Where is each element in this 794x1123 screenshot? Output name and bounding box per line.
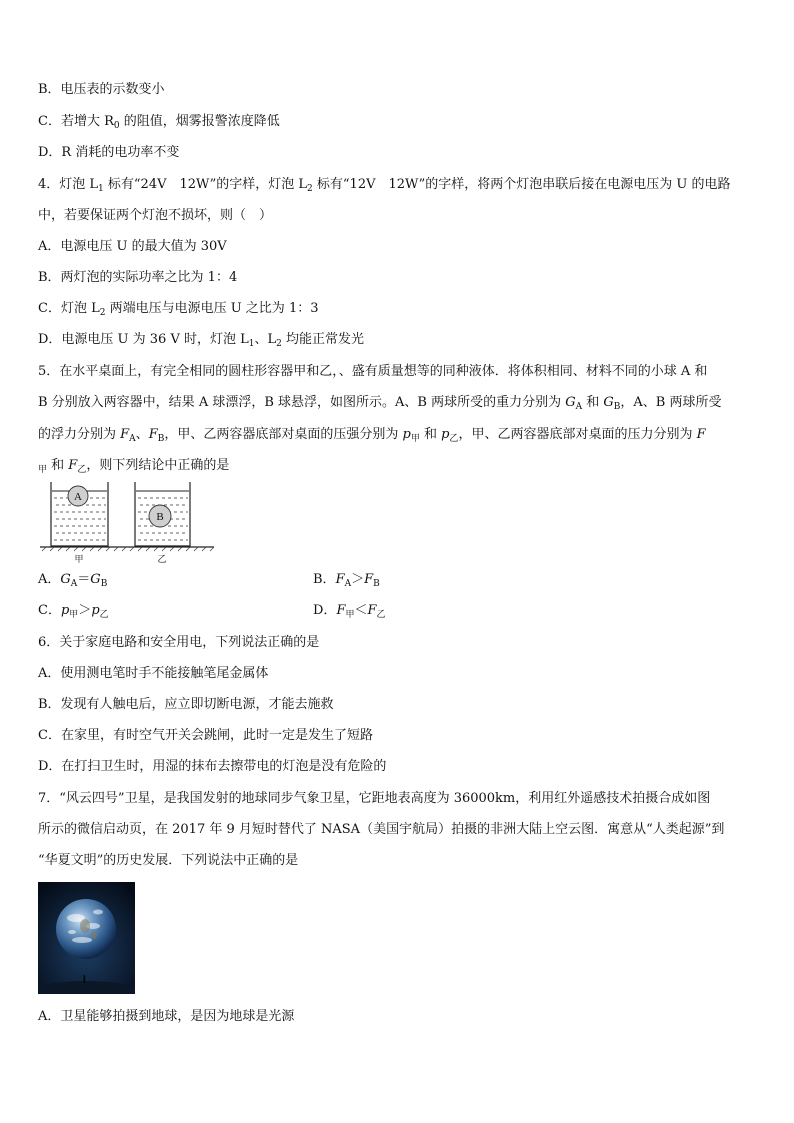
q6-option-b: B．发现有人触电后，应立即切断电源，才能去施救: [38, 697, 334, 712]
label-yi: 乙: [157, 555, 167, 564]
q6-option-c: C．在家里，有时空气开关会跳闸，此时一定是发生了短路: [38, 728, 373, 743]
q6-option-a: A．使用测电笔时手不能接触笔尾金属体: [38, 666, 269, 681]
container-jia: [51, 482, 108, 546]
person-head: [83, 975, 85, 977]
q5-containers-figure: [38, 478, 216, 564]
q6-stem: 6．关于家庭电路和安全用电，下列说法正确的是: [38, 635, 320, 650]
ball-a-label: A: [74, 491, 82, 503]
earth-photo: [38, 882, 135, 994]
q4-stem-line2: 中，若要保证两个灯泡不损坏，则（ ）: [38, 208, 273, 223]
q3-option-d: D．R 消耗的电功率不变: [38, 145, 180, 160]
q5-stem-line1: 5．在水平桌面上，有完全相同的圆柱形容器甲和乙，、盛有质量想等的同种液体．将体积相同、材料不同的小球 A 和: [38, 364, 708, 379]
q5-option-d: D．$F_甲<F_乙$: [313, 603, 386, 620]
q3-option-c: C．若增大 $R_0$ 的阻值，烟雾报警浓度降低: [38, 114, 280, 131]
q4-option-a: A．电源电压 U 的最大值为 30V: [38, 239, 227, 254]
q7-option-a: A．卫星能够拍摄到地球，是因为地球是光源: [38, 1009, 295, 1024]
q4-option-b: B．两灯泡的实际功率之比为 1：4: [38, 270, 238, 285]
q4-option-c: C．灯泡 $L_2$ 两端电压与电源电压 U 之比为 1：3: [38, 301, 319, 318]
q7-stem-line2: 所示的微信启动页，在 2017 年 9 月短时替代了 NASA（美国宇航局）拍摄的非洲大陆上空云图．寓意从“人类起源”到: [38, 822, 725, 837]
q3-option-b: B．电压表的示数变小: [38, 82, 165, 97]
container-yi: [135, 482, 190, 546]
person-silhouette: [84, 977, 86, 983]
label-jia: 甲: [74, 555, 84, 564]
q5-option-c: C．$p_甲>p_乙$: [38, 603, 109, 620]
q5-stem-line3: 的浮力分别为 $F_A$、$F_B$，甲、乙两容器底部对桌面的压强分别为 $p_甲$ 和 $p_乙$，甲、乙两容器底部对桌面的压力分别为 F: [38, 427, 706, 444]
q5-stem-line2: B 分别放入两容器中，结果 A 球漂浮，B 球悬浮，如图所示。A、B 两球所受的重力分别为 $G_A$ 和 $G_B$，A、B 两球所受: [38, 395, 722, 412]
q5-option-a: A．$G_A=G_B$: [38, 572, 108, 589]
q5-stem-line4: $_甲$ 和 $F_乙$，则下列结论中正确的是: [38, 458, 230, 475]
q7-stem-line1: 7．“风云四号”卫星，是我国发射的地球同步气象卫星，它距地表高度为 36000km，利用红外遥感技术拍摄合成如图: [38, 791, 711, 806]
q4-stem-line1: 4．灯泡 $L_1$ 标有“24V 12W”的字样，灯泡 $L_2$ 标有“12V 12W”的字样，将两个灯泡串联后接在电源电压为 U 的电路: [38, 177, 731, 194]
q4-option-d: D．电源电压 U 为 36 V 时，灯泡 $L_1$、$L_2$ 均能正常发光: [38, 332, 364, 349]
q5-option-b: B．$F_A>F_B$: [313, 572, 380, 589]
ball-b-label: B: [156, 511, 164, 523]
q6-option-d: D．在打扫卫生时，用湿的抹布去擦带电的灯泡是没有危险的: [38, 759, 387, 774]
q7-stem-line3: “华夏文明”的历史发展．下列说法中正确的是: [38, 853, 299, 868]
